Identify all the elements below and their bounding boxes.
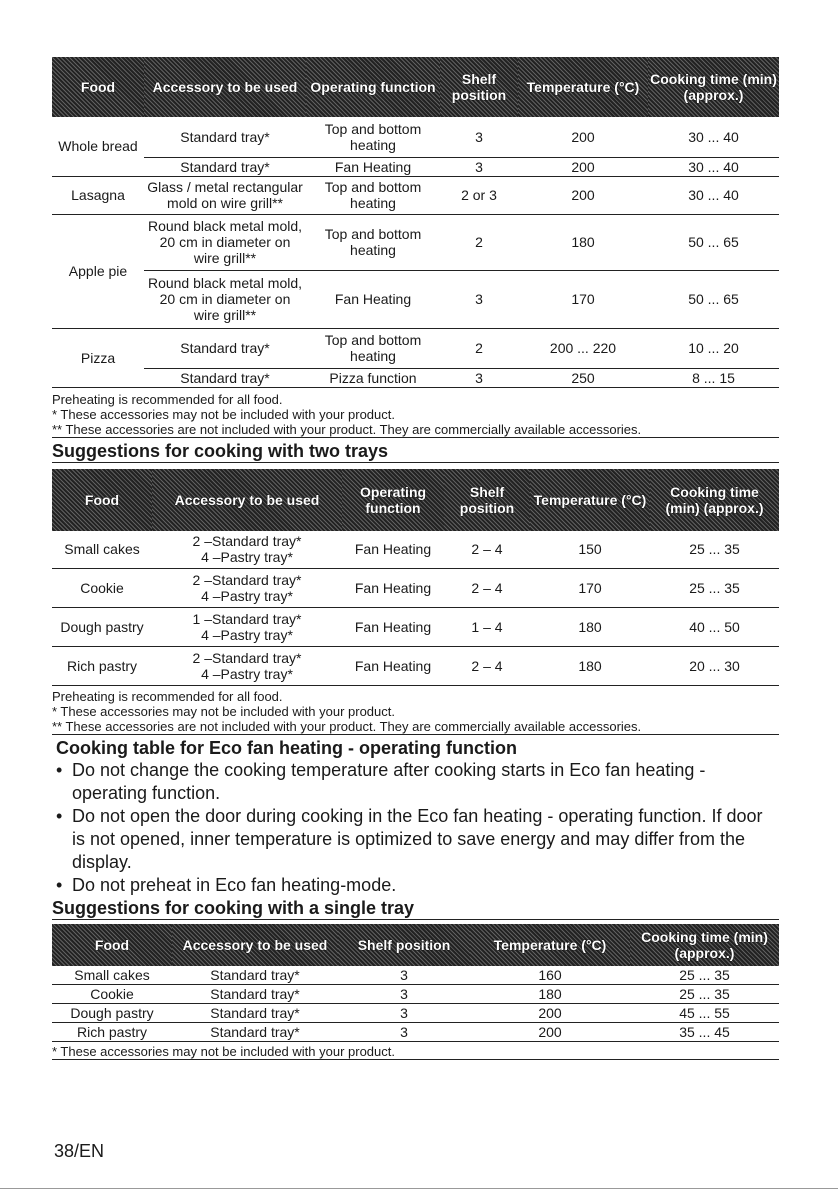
header-time: Cooking time (min) (approx.) (650, 469, 779, 531)
section3-notes (52, 1044, 779, 1060)
temperature-cell: 200 (470, 1004, 630, 1023)
table-row (52, 214, 779, 270)
shelf-cell: 2 (440, 214, 518, 270)
time-cell: 35 ... 45 (630, 1023, 779, 1042)
header-accessory: Accessory to be used (152, 469, 342, 531)
shelf-cell: 3 (440, 157, 518, 176)
temperature-cell: 200 (518, 176, 648, 214)
function-cell: Fan Heating (306, 157, 440, 176)
list-item: • Do not preheat in Eco fan heating-mode. (52, 874, 779, 897)
list-item: • Do not change the cooking temperature after cooking starts in Eco fan heating - operating function. (52, 759, 779, 805)
time-cell: 25 ... 35 (650, 531, 779, 569)
food-cell: Apple pie (52, 214, 144, 328)
header-accessory: Accessory to be used (144, 57, 306, 117)
time-cell: 30 ... 40 (648, 176, 779, 214)
header-temperature: Temperature (°C) (518, 57, 648, 117)
shelf-cell: 3 (338, 985, 470, 1004)
table-row (52, 157, 779, 176)
accessory-cell (152, 608, 342, 647)
food-cell: Cookie (52, 985, 172, 1004)
temperature-cell: 150 (530, 531, 650, 569)
header-shelf: Shelf position (444, 469, 530, 531)
table-row (52, 270, 779, 328)
footnote-single-star: * These accessories may not be included with your product. (52, 406, 395, 422)
header-food: Food (52, 469, 152, 531)
footnote-double-star: ** These accessories are not included with your product. They are commercially available accessories. (52, 422, 779, 438)
preheat-note: Preheating is recommended for all food. (52, 689, 283, 704)
page-number: 38/EN (54, 1141, 105, 1161)
food-cell: Cookie (52, 569, 152, 608)
function-cell: Top and bottom heating (306, 214, 440, 270)
accessory-line: 4 –Pastry tray* (201, 627, 293, 643)
function-cell: Top and bottom heating (306, 328, 440, 368)
accessory-cell (152, 647, 342, 686)
temperature-cell: 200 ... 220 (518, 328, 648, 368)
temperature-cell: 170 (518, 270, 648, 328)
header-food: Food (52, 924, 172, 966)
table-row (52, 647, 779, 686)
temperature-cell: 180 (470, 985, 630, 1004)
time-cell: 40 ... 50 (650, 608, 779, 647)
temperature-cell: 180 (530, 647, 650, 686)
accessory-line: 4 –Pastry tray* (201, 588, 293, 604)
single-tray-table (52, 924, 779, 1042)
header-function: Operating function (342, 469, 444, 531)
preheat-note: Preheating is recommended for all food. (52, 391, 283, 407)
shelf-cell: 3 (440, 117, 518, 157)
time-cell: 8 ... 15 (648, 368, 779, 387)
accessory-line: 2 –Standard tray* (192, 533, 302, 550)
food-cell: Dough pastry (52, 608, 152, 647)
footnote-double-star: ** These accessories are not included with your product. They are commercially available accessories. (52, 719, 779, 735)
function-cell: Pizza function (306, 368, 440, 387)
shelf-cell: 3 (338, 966, 470, 985)
bottom-divider (0, 1188, 838, 1189)
temperature-cell: 200 (518, 117, 648, 157)
function-cell: Fan Heating (342, 569, 444, 608)
temperature-cell: 180 (518, 214, 648, 270)
header-food: Food (52, 57, 144, 117)
table-row (52, 569, 779, 608)
shelf-cell: 2 or 3 (440, 176, 518, 214)
time-cell: 10 ... 20 (648, 328, 779, 368)
accessory-cell: Glass / metal rectangular mold on wire grill** (144, 176, 306, 214)
table-row (52, 117, 779, 157)
food-cell: Rich pastry (52, 647, 152, 686)
shelf-cell: 3 (440, 368, 518, 387)
page-content (52, 57, 779, 1060)
function-cell: Fan Heating (342, 647, 444, 686)
two-trays-table (52, 469, 779, 687)
time-cell: 25 ... 35 (630, 966, 779, 985)
food-cell: Rich pastry (52, 1023, 172, 1042)
accessory-line: 2 –Standard tray* (192, 572, 302, 588)
function-cell: Top and bottom heating (306, 176, 440, 214)
footnote-single-star: * These accessories may not be included with your product. (52, 704, 395, 719)
two-trays-title: Suggestions for cooking with two trays (52, 440, 779, 463)
time-cell: 25 ... 35 (650, 569, 779, 608)
food-cell: Small cakes (52, 966, 172, 985)
single-tray-title: Suggestions for cooking with a single tray (52, 897, 779, 920)
accessory-cell: Standard tray* (144, 328, 306, 368)
food-cell: Lasagna (52, 176, 144, 214)
header-time: Cooking time (min) (approx.) (648, 57, 779, 117)
shelf-cell: 3 (338, 1004, 470, 1023)
section2-notes (52, 689, 779, 735)
eco-fan-title: Cooking table for Eco fan heating - operating function (56, 738, 517, 758)
accessory-line: 2 –Standard tray* (192, 650, 302, 666)
table-row (52, 608, 779, 647)
temperature-cell: 200 (470, 1023, 630, 1042)
header-temperature: Temperature (°C) (470, 924, 630, 966)
time-cell: 25 ... 35 (630, 985, 779, 1004)
function-cell: Fan Heating (306, 270, 440, 328)
temperature-cell: 250 (518, 368, 648, 387)
food-cell: Dough pastry (52, 1004, 172, 1023)
list-item: • Do not open the door during cooking in the Eco fan heating - operating function. If door is not opened, inner temperature is optimized to save energy and may differ from the display. (52, 805, 779, 874)
accessory-line: 4 –Pastry tray* (201, 549, 293, 566)
time-cell: 30 ... 40 (648, 117, 779, 157)
accessory-cell: Standard tray* (172, 1023, 338, 1042)
temperature-cell: 200 (518, 157, 648, 176)
time-cell: 20 ... 30 (650, 647, 779, 686)
shelf-cell: 2 – 4 (444, 569, 530, 608)
shelf-cell: 1 – 4 (444, 608, 530, 647)
accessory-cell: Round black metal mold, 20 cm in diameter on wire grill** (144, 214, 306, 270)
accessory-cell: Standard tray* (144, 117, 306, 157)
table-row (52, 966, 779, 985)
temperature-cell: 160 (470, 966, 630, 985)
header-accessory: Accessory to be used (172, 924, 338, 966)
baking-table (52, 57, 779, 388)
table-row (52, 368, 779, 387)
function-cell: Fan Heating (342, 531, 444, 569)
temperature-cell: 170 (530, 569, 650, 608)
time-cell: 50 ... 65 (648, 214, 779, 270)
table-row (52, 985, 779, 1004)
accessory-line: 4 –Pastry tray* (201, 666, 293, 682)
eco-fan-instructions (52, 759, 779, 897)
function-cell: Top and bottom heating (306, 117, 440, 157)
shelf-cell: 2 (440, 328, 518, 368)
table-row (52, 176, 779, 214)
accessory-cell: Standard tray* (172, 985, 338, 1004)
header-function: Operating function (306, 57, 440, 117)
food-cell: Small cakes (52, 531, 152, 569)
shelf-cell: 2 – 4 (444, 531, 530, 569)
header-shelf: Shelf position (440, 57, 518, 117)
accessory-cell: Standard tray* (144, 157, 306, 176)
table-row (52, 531, 779, 569)
header-shelf: Shelf position (338, 924, 470, 966)
shelf-cell: 3 (440, 270, 518, 328)
time-cell: 50 ... 65 (648, 270, 779, 328)
accessory-line: 1 –Standard tray* (192, 611, 302, 627)
accessory-cell: Standard tray* (172, 1004, 338, 1023)
time-cell: 45 ... 55 (630, 1004, 779, 1023)
accessory-cell (152, 569, 342, 608)
accessory-cell: Standard tray* (172, 966, 338, 985)
table-row (52, 1023, 779, 1042)
shelf-cell: 2 – 4 (444, 647, 530, 686)
function-cell: Fan Heating (342, 608, 444, 647)
food-cell: Whole bread (52, 117, 144, 176)
table-row (52, 1004, 779, 1023)
table-row (52, 328, 779, 368)
header-time: Cooking time (min) (approx.) (630, 924, 779, 966)
accessory-cell: Round black metal mold, 20 cm in diameter on wire grill** (144, 270, 306, 328)
time-cell: 30 ... 40 (648, 157, 779, 176)
footnote-single-star: * These accessories may not be included with your product. (52, 1044, 779, 1060)
food-cell: Pizza (52, 328, 144, 387)
header-temperature: Temperature (°C) (530, 469, 650, 531)
accessory-cell: Standard tray* (144, 368, 306, 387)
accessory-cell (152, 531, 342, 569)
temperature-cell: 180 (530, 608, 650, 647)
shelf-cell: 3 (338, 1023, 470, 1042)
table1-notes (52, 392, 779, 438)
